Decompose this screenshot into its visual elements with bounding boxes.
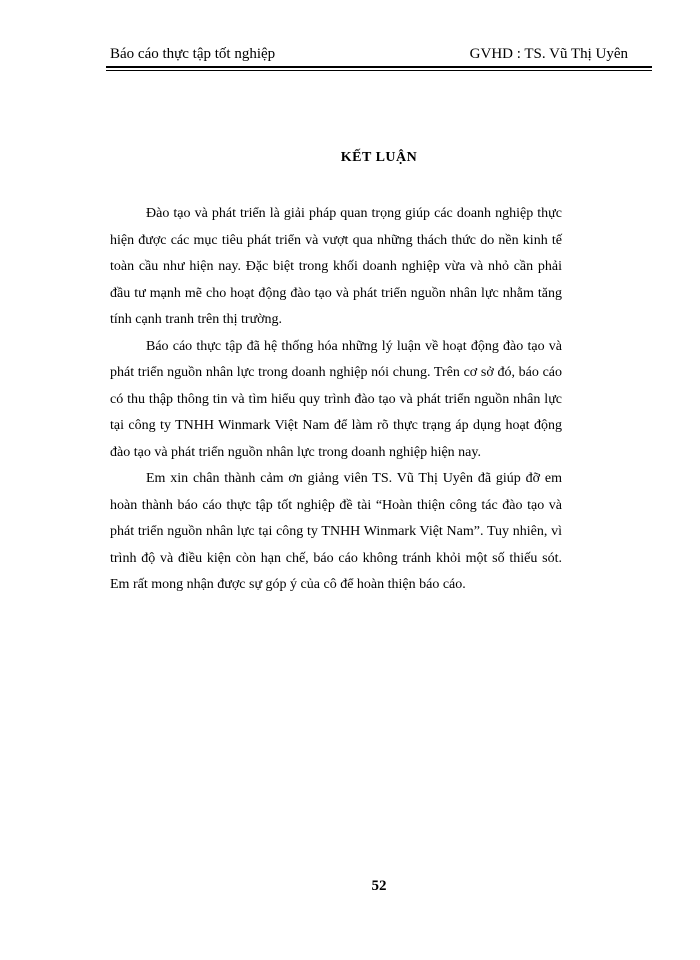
page-number: 52 — [371, 878, 387, 894]
section-title: KẾT LUẬN — [340, 150, 418, 165]
paragraph: Em xin chân thành cảm ơn giảng viên TS. Vũ Thị Uyên đã giúp đỡ em hoàn thành báo cáo thực tập tốt nghiệp đề tài “Hoàn thiện công tác đào tạo và phát triển nguồn nhân lực tại công ty TNHH Winmark Việt Nam”. Tuy nhiên, vì trình độ và điều kiện còn hạn chế, báo cáo không tránh khỏi một số thiếu sót. Em rất mong nhận được sự góp ý của cô để hoàn thiện báo cáo. — [110, 471, 562, 592]
paragraph: Báo cáo thực tập đã hệ thống hóa những lý luận về hoạt động đào tạo và phát triển nguồn nhân lực trong doanh nghiệp nói chung. Trên cơ sở đó, báo cáo có thu thập thông tin và tìm hiểu quy trình đào tạo và phát triển nguồn nhân lực tại công ty TNHH Winmark Việt Nam để làm rõ thực trạng áp dụng hoạt động đào tạo và phát triển nguồn nhân lực trong doanh nghiệp hiện nay. — [110, 338, 562, 460]
header-report-title: Báo cáo thực tập tốt nghiệp — [110, 46, 276, 62]
document-page — [106, 36, 652, 924]
running-header — [106, 42, 652, 66]
header-supervisor: GVHD : TS. Vũ Thị Uyên — [469, 46, 628, 62]
header-divider-thin — [106, 70, 652, 71]
header-divider-thick — [106, 66, 652, 68]
body-text — [110, 201, 562, 599]
paragraph: Đào tạo và phát triển là giải pháp quan trọng giúp các doanh nghiệp thực hiện được các mục tiêu phát triển và vượt qua những thách thức do nền kinh tế toàn cầu như hiện nay. Đặc biệt trong khối doanh nghiệp vừa và nhỏ cần phải đầu tư mạnh mẽ cho hoạt động đào tạo và phát triển nguồn nhân lực nhằm tăng tính cạnh tranh trên thị trường. — [110, 206, 562, 327]
